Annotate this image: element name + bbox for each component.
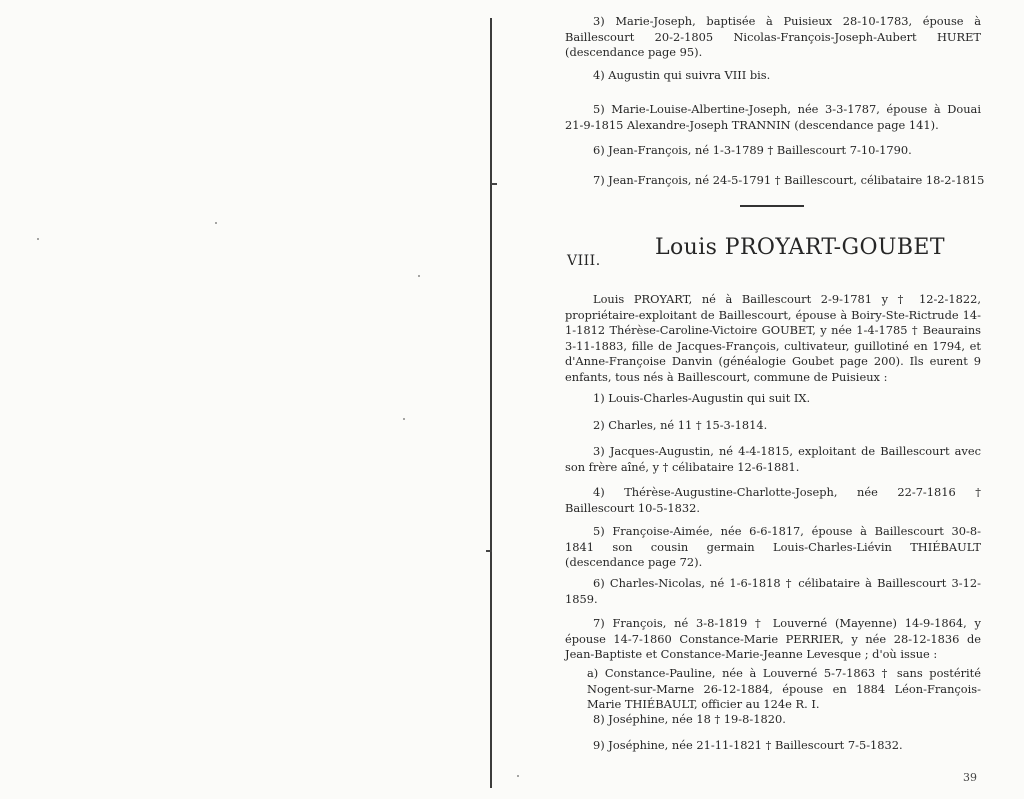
right-page [565, 10, 985, 790]
page-number: 39 [963, 771, 977, 785]
section-number: VIII. [567, 253, 601, 269]
paper-speck [418, 275, 420, 277]
child-9: 9) Joséphine, née 21-11-1821 † Baillescourt 7-5-1832. [593, 738, 903, 752]
sibling-5: 5) Marie-Louise-Albertine-Joseph, née 3-3-1787, épouse à Douai 21-9-1815 Alexandre-Joseph TRANNIN (descendance page 141). [565, 102, 981, 132]
paper-speck [37, 238, 39, 240]
paper-speck [215, 222, 217, 224]
intro-paragraph: Louis PROYART, né à Baillescourt 2-9-1781 y † 12-2-1822, propriétaire-exploitant de Baillescourt, épouse à Boiry-Ste-Rictrude 14-1-1812 Thérèse-Caroline-Victoire GOUBET, y née 1-4-1785 † Beaurains 3-11-1883, fille de Jacques-François, cultivateur, guillotiné en 1794, et d'Anne-Françoise Danvin (généalogie Goubet page 200). Ils eurent 9 enfants, tous nés à Baillescourt, commune de Puisieux : [565, 292, 981, 384]
sibling-4: 4) Augustin qui suivra VIII bis. [593, 68, 771, 82]
fold-mark [491, 183, 497, 185]
fold-mark [486, 550, 492, 552]
child-5: 5) Françoise-Aimée, née 6-6-1817, épouse à Baillescourt 30-8-1841 son cousin germain Louis-Charles-Liévin THIÉBAULT (descendance page 72). [565, 524, 981, 570]
child-6: 6) Charles-Nicolas, né 1-6-1818 † célibataire à Baillescourt 3-12-1859. [565, 576, 981, 606]
child-7-issue-a: a) Constance-Pauline, née à Louverné 5-7-1863 † sans postérité Nogent-sur-Marne 26-12-1884, épouse en 1884 Léon-François-Marie THIÉBAULT, officier au 124e R. I. [587, 666, 981, 712]
child-2: 2) Charles, né 11 † 15-3-1814. [593, 418, 768, 432]
paper-speck [403, 418, 405, 420]
section-heading [565, 235, 985, 274]
child-4: 4) Thérèse-Augustine-Charlotte-Joseph, née 22-7-1816 † Baillescourt 10-5-1832. [565, 485, 981, 515]
section-separator [740, 205, 804, 207]
sibling-3: 3) Marie-Joseph, baptisée à Puisieux 28-10-1783, épouse à Baillescourt 20-2-1805 Nicolas-François-Joseph-Aubert HURET (descendance page 95). [565, 14, 981, 60]
child-7: 7) François, né 3-8-1819 † Louverné (Mayenne) 14-9-1864, y épouse 14-7-1860 Constance-Marie PERRIER, y née 28-12-1836 de Jean-Baptiste et Constance-Marie-Jeanne Levesque ; d'où issue : [565, 616, 981, 662]
paper-speck [517, 775, 519, 777]
child-1: 1) Louis-Charles-Augustin qui suit IX. [593, 391, 811, 405]
sibling-7: 7) Jean-François, né 24-5-1791 † Baillescourt, célibataire 18-2-1815 [593, 173, 985, 187]
child-3: 3) Jacques-Augustin, né 4-4-1815, exploitant de Baillescourt avec son frère aîné, y † célibataire 12-6-1881. [565, 444, 981, 474]
page-fold [490, 18, 492, 788]
section-title: Louis PROYART-GOUBET [655, 235, 945, 260]
child-8: 8) Joséphine, née 18 † 19-8-1820. [593, 712, 786, 726]
sibling-6: 6) Jean-François, né 1-3-1789 † Baillescourt 7-10-1790. [593, 143, 912, 157]
